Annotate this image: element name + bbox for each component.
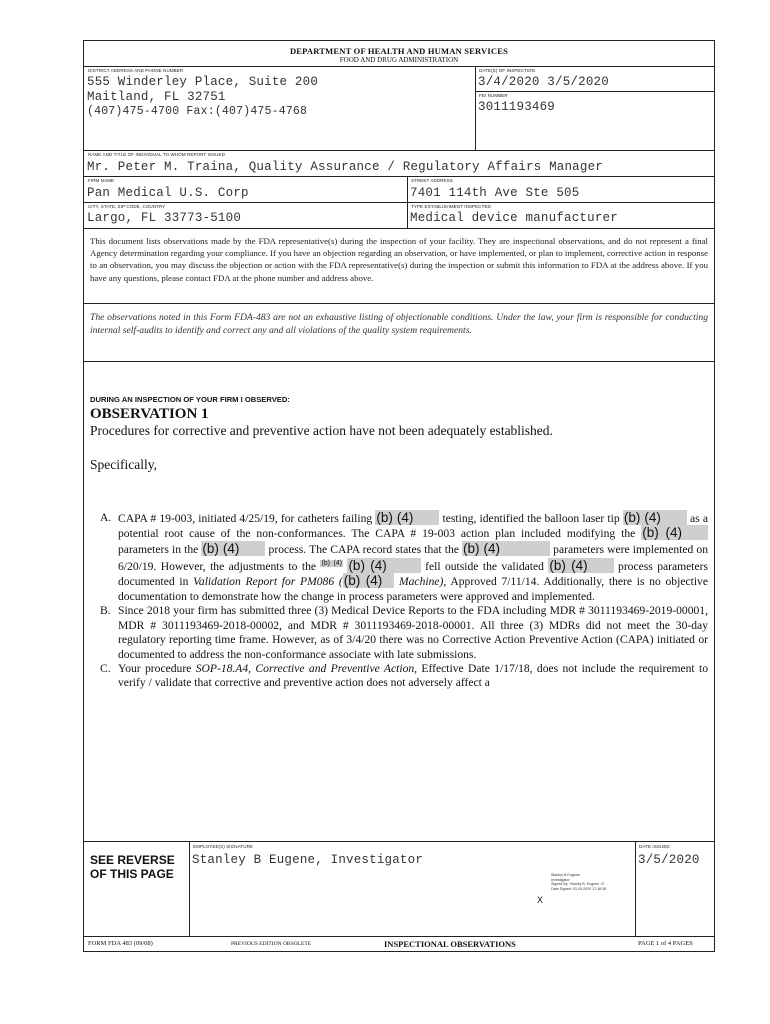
redaction-box: (b) (4) — [201, 541, 265, 556]
city-label: CITY, STATE, ZIP CODE, COUNTRY — [88, 204, 166, 209]
see-reverse-note: SEE REVERSE OF THIS PAGE — [90, 853, 175, 881]
previous-edition-note: PREVIOUS EDITION OBSOLETE — [231, 941, 312, 947]
establishment-type-value: Medical device manufacturer — [410, 211, 618, 225]
firm-name-label: FIRM NAME — [88, 178, 115, 183]
observation-item-a: A. CAPA # 19-003, initiated 4/25/19, for catheters failing (b) (4) testing, identified the balloon laser tip (b) (4) as a potential root cause of the non-conformances. The CAPA # 19-003 action plan included modifying the (b) (4) parameters in the (b) (4) process. The CAPA record states that the (b) (4) parameters were implemented on 6/20/19. However, the adjustments to the $^{(b) (4)}$ (b) (4) fell outside the validated (b) (4) process parameters documented in Validation Report for PM086 ((b) (4) Machine), Approved 7/11/14. Additionally, there is no objective documentation to demonstrate how the change in process parameters were approved and implemented. — [100, 510, 709, 603]
fei-label: FEI NUMBER — [479, 93, 508, 98]
redaction-box: (b) (4) — [343, 573, 395, 588]
redaction-box: (b) (4) — [462, 541, 550, 556]
city-value: Largo, FL 33773-5100 — [87, 211, 242, 225]
self-audit-notice: The observations noted in this Form FDA-483 are not an exhaustive listing of objectionable conditions. Under the law, your firm is responsible for conducting internal self-audits to identify and correct any and all violations of the quality system requirements. — [90, 312, 708, 337]
district-address-line1: 555 Winderley Place, Suite 200 — [87, 75, 319, 89]
agency-heading: FOOD AND DRUG ADMINISTRATION — [339, 56, 459, 64]
digital-signature: Stanley B Eugene Investigator Signed By: Stanley B. Eugene -S Date Signed: 03-05-2020 17:38:38 — [551, 873, 607, 891]
redaction-box: (b) (4) — [375, 510, 439, 525]
redaction-box-small: (b) (4) — [321, 560, 343, 568]
fda-483-form — [83, 40, 715, 952]
street-address-label: STREET ADDRESS — [411, 178, 453, 183]
observation-title: OBSERVATION 1 — [90, 406, 209, 422]
district-label: DISTRICT ADDRESS AND PHONE NUMBER — [88, 68, 184, 73]
observation-item-b: B. Since 2018 your firm has submitted three (3) Medical Device Reports to the FDA including MDR # 3011193469-2019-00001, MDR # 3011193469-2018-00002, and MDR # 3011193469-2018-00001. All three (3) MDRs did not meet the 30-day regulatory reporting time frame. However, as of 3/4/20 there was no Corrective Action Preventive Action (CAPA) initiated or documented to address the non-conformance associate with late submissions. — [100, 604, 708, 661]
observation-item-c: C. Your procedure SOP-18.A4, Corrective and Preventive Action, Effective Date 1/17/18, does not include the requirement to verify / validate that corrective and preventive action does not adversely affect a — [100, 661, 709, 690]
date-issued-value: 3/5/2020 — [638, 853, 700, 867]
inspection-dates-value: 3/4/2020 3/5/2020 — [478, 75, 609, 89]
employee-signature-value: Stanley B Eugene, Investigator — [192, 853, 424, 867]
during-inspection-heading: DURING AN INSPECTION OF YOUR FIRM I OBSERVED: — [90, 395, 290, 404]
redaction-box: (b) (4) — [623, 510, 687, 525]
employee-signature-label: EMPLOYEE(S) SIGNATURE — [193, 844, 254, 849]
department-heading: DEPARTMENT OF HEALTH AND HUMAN SERVICES — [289, 46, 509, 56]
observation-summary: Procedures for corrective and preventive action have not been adequately established. — [90, 423, 553, 438]
signature-x-mark: X — [537, 895, 544, 905]
recipient-label: NAME AND TITLE OF INDIVIDUAL TO WHOM REPORT ISSUED — [88, 152, 225, 157]
inspection-notice: This document lists observations made by the FDA representative(s) during the inspection of your facility. They are inspectional observations, and do not represent a final Agency determination regarding your compliance. If you have an objection regarding an observation, or have implemented, or plan to implement, corrective action in response to an observation, you may discuss the objection or action with the FDA representative(s) during the inspection or submit this information to FDA at the address above. If you have any questions, please contact FDA at the phone number and address above. — [90, 236, 708, 283]
specifically-text: Specifically, — [90, 457, 157, 472]
fei-value: 3011193469 — [478, 100, 556, 114]
redaction-box: (b) (4) — [347, 558, 420, 573]
footer-title: INSPECTIONAL OBSERVATIONS — [384, 939, 516, 949]
redaction-box: (b) (4) — [641, 525, 708, 540]
redaction-box: (b) (4) — [548, 558, 613, 573]
district-address-line2: Maitland, FL 32751 — [87, 90, 226, 104]
district-phone: (407)475-4700 Fax:(407)475-4768 — [87, 105, 308, 118]
recipient-value: Mr. Peter M. Traina, Quality Assurance / Regulatory Affairs Manager — [87, 160, 603, 174]
street-address-value: 7401 114th Ave Ste 505 — [410, 186, 580, 200]
observation-items — [94, 511, 708, 691]
page-number: PAGE 1 of 4 PAGES — [638, 940, 693, 947]
establishment-type-label: TYPE ESTABLISHMENT INSPECTED — [411, 204, 491, 209]
date-issued-label: DATE ISSUED — [639, 844, 670, 849]
firm-name-value: Pan Medical U.S. Corp — [87, 186, 249, 200]
form-number: FORM FDA 483 (09/08) — [88, 940, 153, 947]
inspection-dates-label: DATE(S) OF INSPECTION — [479, 68, 536, 73]
